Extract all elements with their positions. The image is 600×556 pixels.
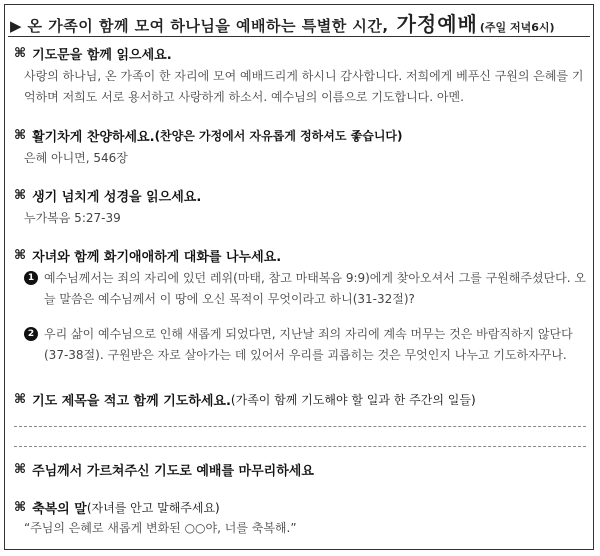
section-discussion xyxy=(14,246,589,366)
hymn-text: 은혜 아니면, 546장 xyxy=(24,151,128,165)
section-title: 생기 넘치게 성경을 읽으세요. xyxy=(32,190,202,205)
section-title: 활기차게 찬양하세요. xyxy=(32,130,155,145)
section-note: (가족이 함께 기도해야 할 일과 한 주간의 일들) xyxy=(230,393,476,407)
triangle-right-icon: ▶ xyxy=(10,17,22,35)
section-title: 기도 제목을 적고 함께 기도하세요. xyxy=(32,394,231,409)
title-text: 온 가족이 함께 모여 하나님을 예배하는 특별한 시간, xyxy=(27,17,389,35)
section-title: 기도문을 함께 읽으세요. xyxy=(32,48,172,63)
discussion-text: 우리 삶이 예수님으로 인해 새롭게 되었다면, 지난날 죄의 자리에 계속 머무는 것은 바람직하지 않단다(37-38절). 구원받은 자로 살아가는 데 있어서 우리를 괴롭히는 것은 무엇인지 나누고 기도하자꾸나. xyxy=(44,327,573,362)
command-icon: ⌘ xyxy=(14,188,27,203)
section-praise xyxy=(14,126,589,169)
discussion-text: 예수님께서는 죄의 자리에 있던 레위(마태, 참고 마태복음 9:9)에게 찾아오셔서 그를 구원해주셨단다. 오늘 말씀은 예수님께서 이 땅에 오신 목적이 무엇이라고 하니(31-32절)? xyxy=(44,271,586,306)
scripture-reference: 누가복음 5:27-39 xyxy=(24,211,121,225)
number-badge: 2 xyxy=(24,327,38,341)
closing-text: 주님께서 가르쳐주신 기도로 예배를 마무리하세요 xyxy=(32,464,314,479)
discussion-item-1 xyxy=(24,268,589,310)
blessing-text: “주님의 은혜로 새롭게 변화된 ○○야, 너를 축복해.” xyxy=(24,521,297,535)
title-schedule: (주일 저녁6시) xyxy=(479,21,555,34)
section-title: 축복의 말 xyxy=(32,502,87,517)
section-prayer-read xyxy=(14,44,589,108)
discussion-item-2 xyxy=(24,324,589,366)
title-divider xyxy=(8,36,590,37)
section-closing xyxy=(14,460,589,479)
page-title xyxy=(10,8,590,34)
section-blessing xyxy=(14,498,589,539)
section-note: (찬양은 가정에서 자유롭게 정하셔도 좋습니다) xyxy=(154,129,403,143)
section-scripture xyxy=(14,186,589,229)
section-title: 자녀와 함께 화기애애하게 대화를 나누세요. xyxy=(32,250,282,265)
command-icon: ⌘ xyxy=(14,248,27,263)
writing-line-2[interactable] xyxy=(14,446,586,447)
writing-line-1[interactable] xyxy=(14,426,586,427)
command-icon: ⌘ xyxy=(14,46,27,61)
section-note: (자녀를 안고 말해주세요) xyxy=(86,501,220,515)
command-icon: ⌘ xyxy=(14,128,27,143)
command-icon: ⌘ xyxy=(14,392,27,407)
command-icon: ⌘ xyxy=(14,462,27,477)
number-badge: 1 xyxy=(24,271,38,285)
command-icon: ⌘ xyxy=(14,500,27,515)
section-prayer-topics xyxy=(14,390,589,409)
prayer-text: 사랑의 하나님, 온 가족이 한 자리에 모여 예배드리게 하시니 감사합니다. 저희에게 베푸신 구원의 은혜를 기억하며 저희도 서로 용서하고 사랑하게 하소서. 예수님의 이름으로 기도합니다. 아멘. xyxy=(24,69,584,104)
title-emphasis: 가정예배 xyxy=(396,12,478,36)
